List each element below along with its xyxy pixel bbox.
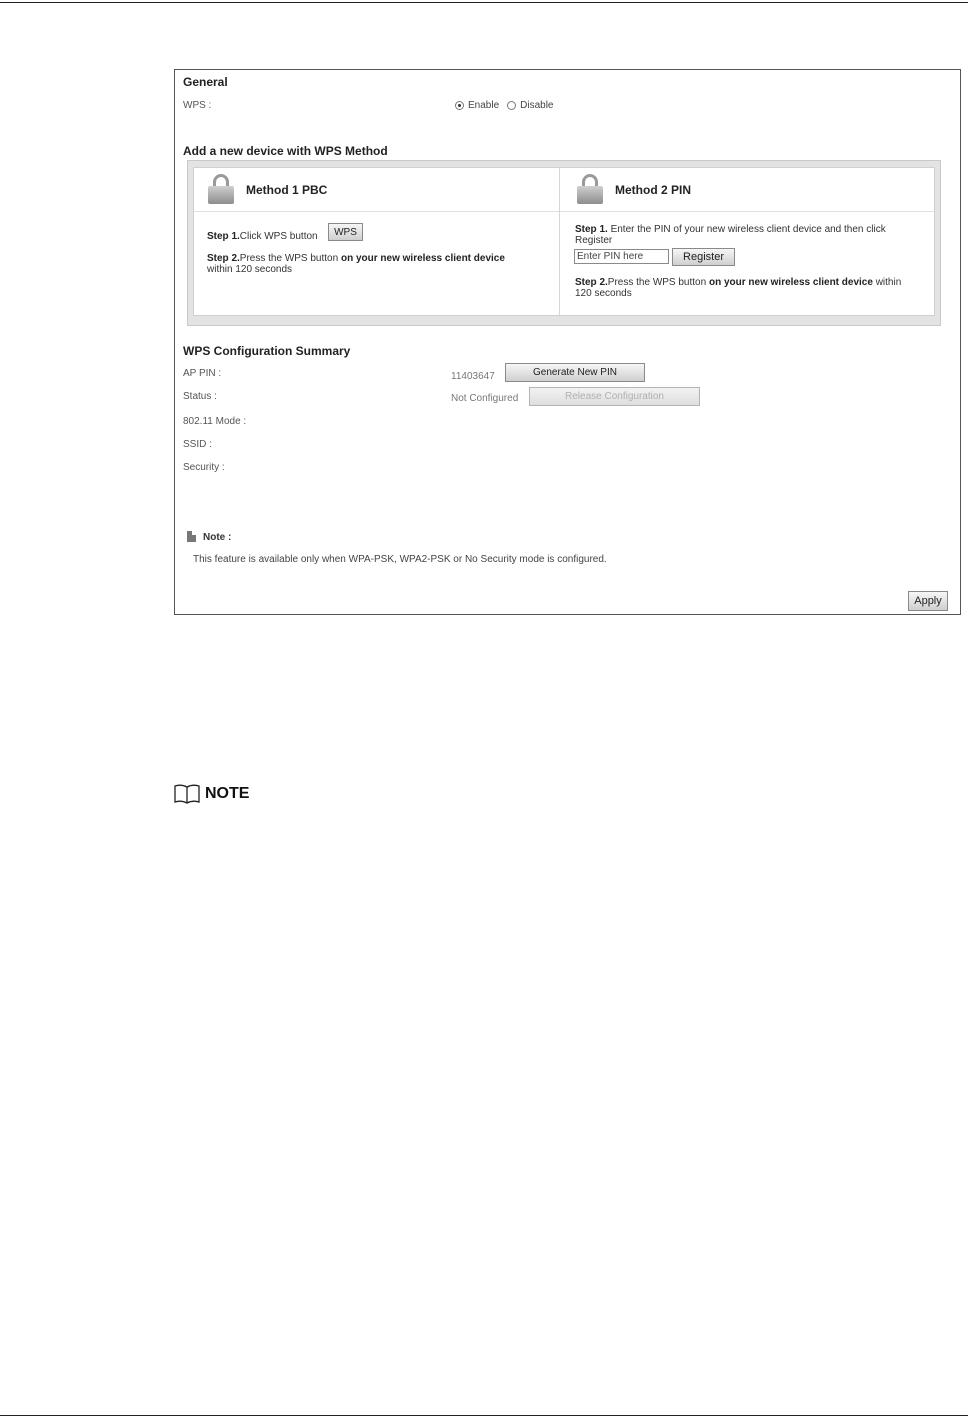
methods-header-divider bbox=[194, 211, 934, 212]
wps-enable-radio[interactable] bbox=[455, 101, 464, 110]
wps-methods-box bbox=[187, 160, 941, 326]
ap-pin-value: 11403647 bbox=[451, 371, 495, 382]
wps-enable-label[interactable]: Enable bbox=[468, 100, 500, 111]
apply-button[interactable]: Apply bbox=[908, 591, 948, 611]
pbc-step1: Step 1.Click WPS button bbox=[207, 231, 318, 242]
document-note-label: NOTE bbox=[205, 785, 250, 802]
wps-radio-group bbox=[455, 100, 554, 111]
header-rule bbox=[0, 2, 968, 3]
wps-disable-radio[interactable] bbox=[507, 101, 516, 110]
wps-button[interactable]: WPS bbox=[328, 223, 363, 241]
summary-section-title: WPS Configuration Summary bbox=[183, 344, 351, 358]
status-value: Not Configured bbox=[451, 393, 519, 404]
general-section-title: General bbox=[183, 75, 228, 89]
methods-section-title: Add a new device with WPS Method bbox=[183, 144, 388, 158]
note-title: Note : bbox=[203, 532, 232, 543]
method1-title: Method 1 PBC bbox=[246, 183, 328, 197]
mode-label: 802.11 Mode : bbox=[183, 416, 247, 427]
security-label: Security : bbox=[183, 462, 225, 473]
release-configuration-button[interactable]: Release Configuration bbox=[529, 387, 700, 406]
pin-step2: Step 2.Press the WPS button on your new wireless client device within 120 seconds bbox=[575, 277, 902, 299]
pbc-step2: Step 2.Press the WPS button on your new wireless client device within 120 seconds bbox=[207, 253, 505, 275]
generate-new-pin-button[interactable]: Generate New PIN bbox=[505, 363, 645, 382]
status-label: Status : bbox=[183, 391, 217, 402]
book-icon bbox=[173, 783, 201, 805]
lock-icon bbox=[208, 174, 234, 204]
note-icon bbox=[187, 531, 196, 542]
wps-disable-label[interactable]: Disable bbox=[520, 100, 554, 111]
ap-pin-label: AP PIN : bbox=[183, 368, 222, 379]
register-button[interactable]: Register bbox=[672, 248, 735, 266]
footer-rule bbox=[0, 1415, 968, 1416]
method2-title: Method 2 PIN bbox=[615, 183, 692, 197]
wps-label: WPS : bbox=[183, 100, 212, 111]
lock-icon bbox=[577, 174, 603, 204]
wps-methods-inner bbox=[193, 167, 935, 316]
methods-column-divider bbox=[559, 168, 560, 315]
note-text: This feature is available only when WPA-PSK, WPA2-PSK or No Security mode is configured. bbox=[193, 554, 607, 565]
ssid-label: SSID : bbox=[183, 439, 212, 450]
pin-input[interactable] bbox=[574, 249, 669, 264]
wps-settings-panel bbox=[174, 69, 961, 615]
pin-step1: Step 1. Enter the PIN of your new wireless client device and then click Register bbox=[575, 224, 886, 246]
document-note bbox=[173, 783, 249, 805]
